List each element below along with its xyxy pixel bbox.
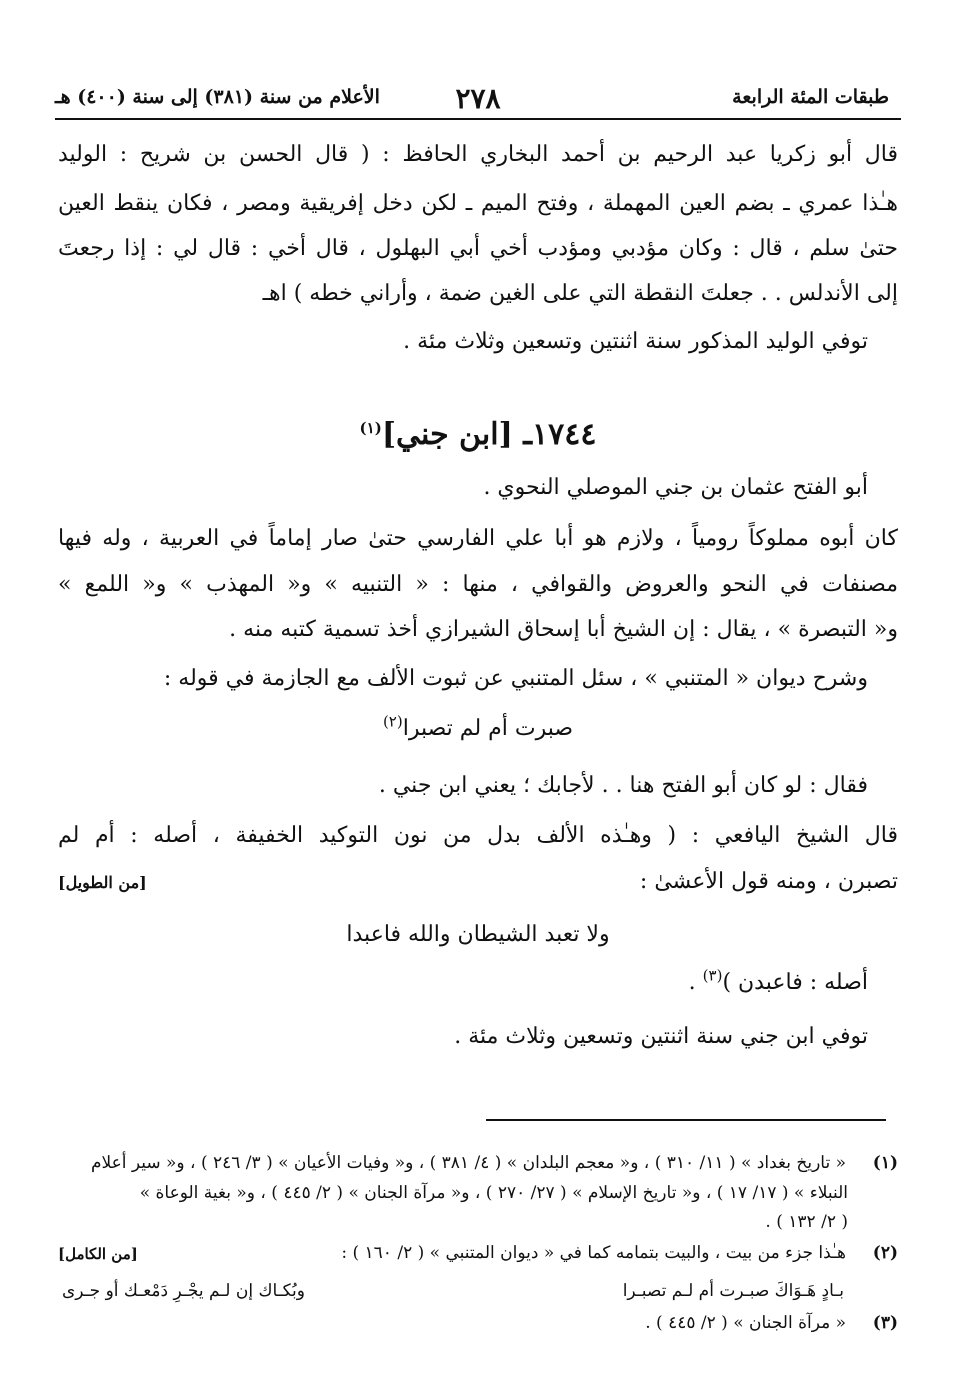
header-year-range: الأعلام من سنة (٣٨١) إلى سنة (٤٠٠) هـ	[55, 86, 380, 108]
page-number: ٢٧٨	[455, 82, 501, 115]
footnote-number: (٣)	[872, 1313, 898, 1333]
running-header	[55, 82, 901, 122]
entry-title	[0, 417, 956, 452]
paragraph-line: وشرح ديوان « المتنبي » ، سئل المتنبي عن ثبوت الألف مع الجازمة في قوله :	[163, 666, 868, 691]
paragraph-line: قال أبو زكريا عبد الرحيم بن أحمد البخاري الحافظ : ( قال الحسن بن شريح : الوليد	[58, 142, 898, 167]
footnote-ref: (١)	[359, 419, 382, 437]
footnote-text: « مرآة الجنان » ( ٢/ ٤٤٥ ) .	[645, 1313, 846, 1333]
paragraph-line: فقال : لو كان أبو الفتح هنا . . لأجابك ؛ يعني ابن جني .	[378, 773, 868, 798]
verse-hemistich: بـادٍ هَـوَاكَ صبـرت أم لـم تصبـرا	[622, 1281, 844, 1301]
paragraph-text: .	[688, 970, 703, 995]
footnote-line: ( ٢/ ١٣٢ ) .	[765, 1212, 848, 1232]
paragraph-line	[58, 968, 868, 998]
paragraph-text: أصله : فاعبدن )	[722, 970, 868, 995]
entry-title-text: ١٧٤٤ـ [ابن جني]	[381, 417, 597, 452]
paragraph-line: توفي ابن جني سنة اثنتين وتسعين وثلاث مئة .	[454, 1024, 868, 1049]
paragraph-line: حتىٰ سلم ، قال : وكان مؤدبي ومؤدب أخي أبي البهلول ، قال أخي : قال لي : إذا رجعتَ	[58, 236, 898, 261]
paragraph-line: و« التبصرة » ، يقال : إن الشيخ أبا إسحاق الشيرازي أخذ تسمية كتبه منه .	[229, 617, 898, 642]
paragraph-line: قال الشيخ اليافعي : ( وهـٰذه الألف بدل من نون التوكيد الخفيفة ، أصله : أم لم	[58, 823, 898, 848]
footnote-separator	[486, 1119, 886, 1121]
footnote-text: « تاريخ بغداد » ( ١١/ ٣١٠ ) ، و« معجم البلدان » ( ٤/ ٣٨١ ) ، و« وفيات الأعيان » ( ٣/ ٢٤٦ ) ، و« سير أعلام	[90, 1153, 846, 1173]
paragraph-line: هـٰذا عمري ـ بضم العين المهملة ، وفتح الميم ـ لكن دخل إفريقية ومصر ، فكان ينقط العين	[58, 191, 898, 216]
meter-label: [من الطويل]	[58, 873, 147, 892]
paragraph-line: كان أبوه مملوكاً رومياً ، ولازم هو أبا علي الفارسي حتىٰ صار إماماً في العربية ، وله فيها	[58, 526, 898, 551]
footnote-text: هـٰذا جزء من بيت ، والبيت بتمامه كما في « ديوان المتنبي » ( ٢/ ١٦٠ ) :	[341, 1243, 846, 1263]
paragraph-line: مصنفات في النحو والعروض والقوافي ، منها : « التنبيه » و« المهذب » و« اللمع »	[58, 572, 898, 597]
paragraph-line: إلى الأندلس . . جعلتَ النقطة التي على الغين ضمة ، وأراني خطه ) اهـ	[262, 281, 898, 306]
verse-line	[0, 712, 956, 741]
meter-label: [من الكامل]	[58, 1245, 138, 1263]
header-section-title: طبقات المئة الرابعة	[732, 86, 889, 108]
footnote-ref: (٣)	[702, 966, 723, 985]
footnote-line: النبلاء » ( ١٧/ ١٧ ) ، و« تاريخ الإسلام » ( ٢٧/ ٢٧٠ ) ، و« مرآة الجنان » ( ٢/ ٤٤٥ ) ، و« بغية الوعاة »	[139, 1183, 848, 1203]
paragraph-line: أبو الفتح عثمان بن جني الموصلي النحوي .	[483, 475, 868, 500]
footnote-number: (١)	[872, 1153, 898, 1173]
verse-line: ولا تعبد الشيطان والله فاعبدا	[346, 922, 610, 947]
verse-text: صبرت أم لم تصبرا	[402, 716, 574, 741]
header-rule	[55, 118, 901, 120]
paragraph-line: توفي الوليد المذكور سنة اثنتين وتسعين وثلاث مئة .	[403, 329, 868, 354]
paragraph-line: تصبرن ، ومنه قول الأعشىٰ :	[639, 869, 898, 894]
footnote-number: (٢)	[872, 1243, 898, 1263]
footnote-ref: (٢)	[382, 712, 403, 731]
verse-hemistich: وبُكـاك إن لـم يجْـرِ دَمْعـك أو جـرى	[62, 1281, 305, 1301]
